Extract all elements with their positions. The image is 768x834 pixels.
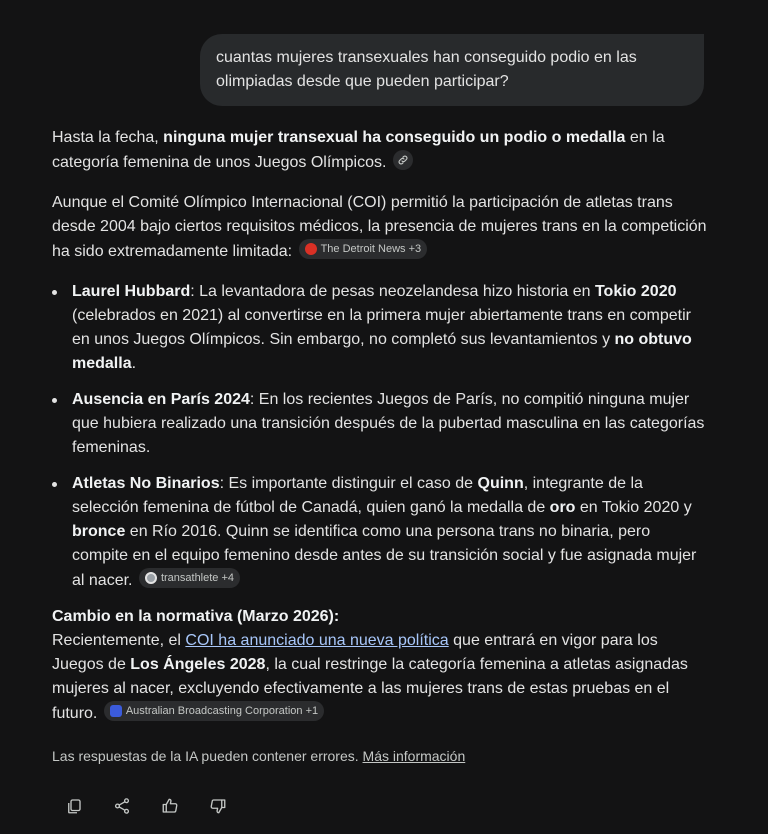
- user-message-bubble: [200, 34, 704, 106]
- answer-paragraph-1: Hasta la fecha, ninguna mujer transexual ha conseguido un podio o medalla en la categoría femenina de unos Juegos Olímpicos.: [52, 129, 665, 171]
- link-icon: [397, 154, 409, 166]
- share-button[interactable]: [106, 790, 138, 822]
- source-chip-detroit-news[interactable]: The Detroit News +3: [299, 239, 428, 259]
- thumbs-down-button[interactable]: [202, 790, 234, 822]
- abc-favicon-icon: [110, 705, 122, 717]
- user-message-line-1: cuantas mujeres transexuales han conseguido podio en las: [216, 49, 637, 66]
- answer-section-normativa: Cambio en la normativa (Marzo 2026): Recientemente, el COI ha anunciado una nueva política que entrará en vigor para los Juegos de Los Ángeles 2028, la cual restringe la categoría femenina a atletas asignadas mujeres al nacer, excluyendo efectivamente a las mujeres trans de estas pruebas en el futuro. Australian Broadcasting Corporation +1: [52, 608, 688, 722]
- ai-answer: [52, 126, 708, 742]
- source-chip-abc[interactable]: Australian Broadcasting Corporation +1: [104, 701, 324, 721]
- copy-icon: [65, 797, 83, 815]
- list-item: Laurel Hubbard: La levantadora de pesas neozelandesa hizo historia en Tokio 2020 (celebrados en 2021) al convertirse en la primera mujer abiertamente trans en competir en unos Juegos Olímpicos. Sin embargo, no completó sus levantamientos y no obtuvo medalla.: [52, 280, 708, 376]
- source-chip-transathlete[interactable]: transathlete +4: [139, 568, 240, 588]
- share-icon: [113, 797, 131, 815]
- thumbs-up-icon: [161, 797, 179, 815]
- coi-policy-link[interactable]: COI ha anunciado una nueva política: [185, 632, 449, 649]
- answer-paragraph-2: Aunque el Comité Olímpico Internacional (COI) permitió la participación de atletas trans desde 2004 bajo ciertos requisitos médicos, la presencia de mujeres trans en la competición ha sido extremadamente limitada: The Detroit News +3: [52, 194, 707, 260]
- transathlete-favicon-icon: [145, 572, 157, 584]
- list-item: Ausencia en París 2024: En los recientes Juegos de París, no compitió ninguna mujer que hubiera realizado una transición después de la pubertad masculina en las categorías femeninas.: [52, 388, 708, 460]
- detroit-news-favicon-icon: [305, 243, 317, 255]
- ai-disclaimer: Las respuestas de la IA pueden contener errores. Más información: [52, 748, 466, 764]
- more-info-link[interactable]: Más información: [362, 748, 466, 764]
- thumbs-down-icon: [209, 797, 227, 815]
- list-item: Atletas No Binarios: Es importante distinguir el caso de Quinn, integrante de la selección femenina de fútbol de Canadá, quien ganó la medalla de oro en Tokio 2020 y bronce en Río 2016. Quinn se identifica como una persona trans no binaria, pero compite en el equipo femenino desde antes de su transición social y fue asignada mujer al nacer. transathlete +4: [52, 472, 708, 593]
- thumbs-up-button[interactable]: [154, 790, 186, 822]
- copy-button[interactable]: [58, 790, 90, 822]
- source-link-chip[interactable]: [393, 150, 413, 170]
- user-message-line-2: olimpiadas desde que pueden participar?: [216, 73, 509, 90]
- section-heading: Cambio en la normativa (Marzo 2026):: [52, 608, 340, 625]
- response-actions: [58, 790, 234, 822]
- answer-bullet-list: [52, 280, 708, 593]
- answer-emphasis: ninguna mujer transexual ha conseguido un podio o medalla: [163, 129, 626, 146]
